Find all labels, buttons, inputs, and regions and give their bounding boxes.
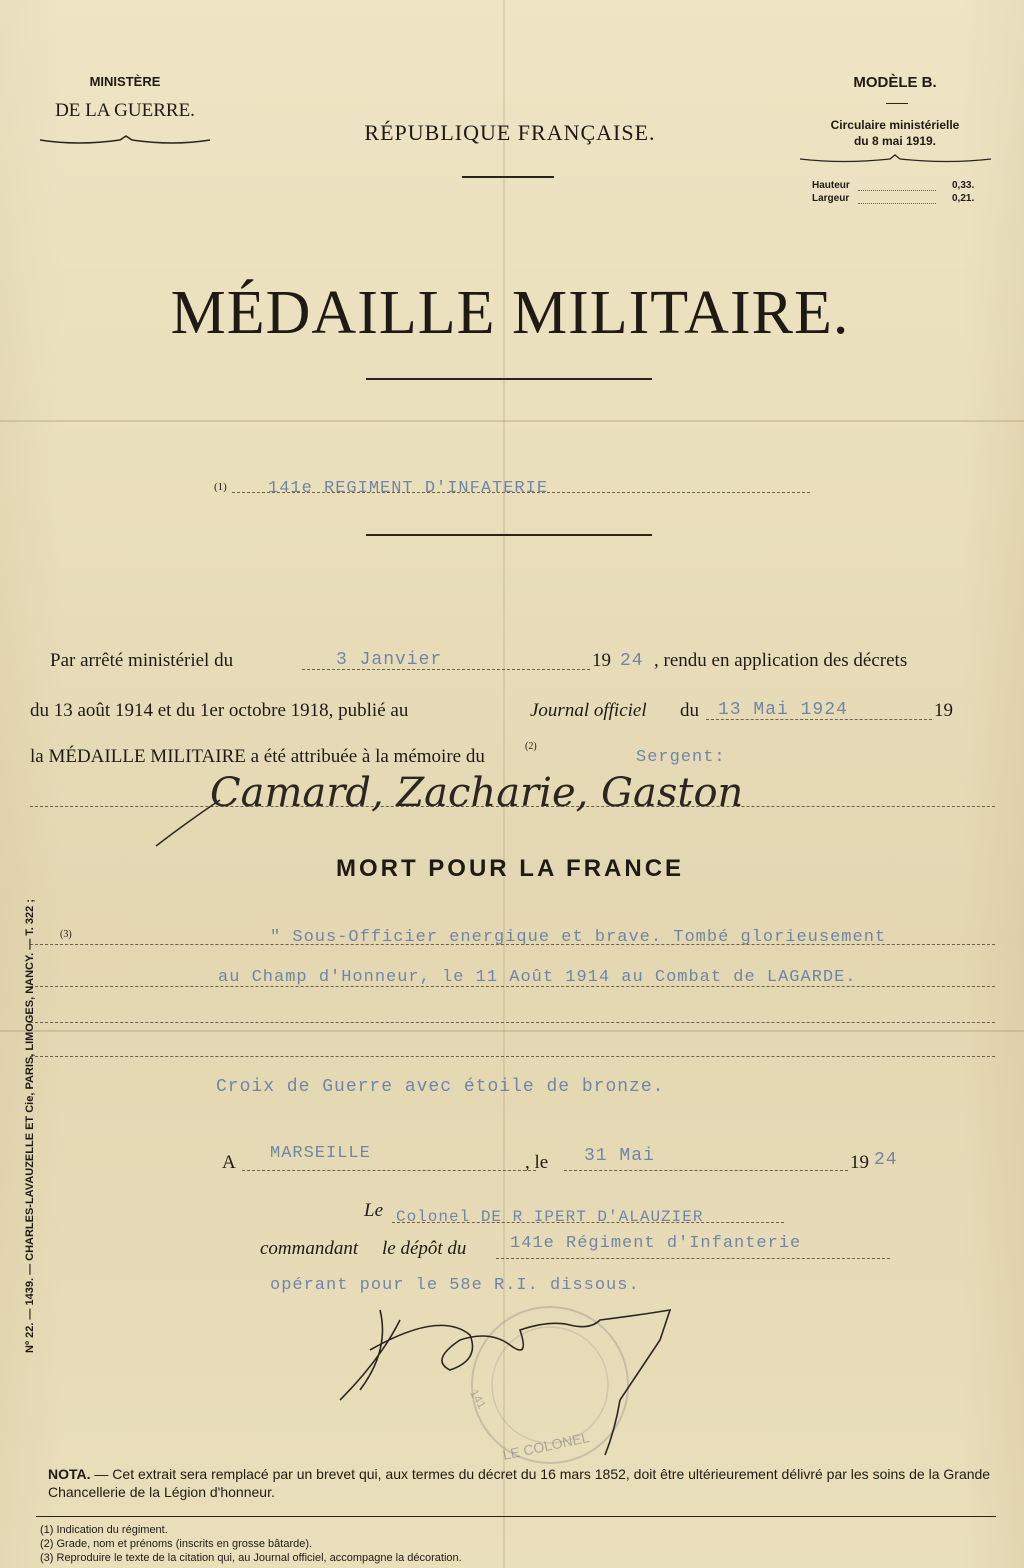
signatory-operant: opérant pour le 58e R.I. dissous. — [270, 1276, 640, 1295]
city-dots — [242, 1170, 536, 1171]
footnote-marker-1: (1) — [214, 481, 227, 493]
footnote-marker-2: (2) — [525, 741, 537, 752]
document-title: MÉDAILLE MILITAIRE. — [170, 279, 850, 347]
height-value: 0,33. — [952, 180, 975, 191]
fold-line — [0, 420, 1024, 422]
citation-line2: au Champ d'Honneur, le 11 Août 1914 au Combat de LAGARDE. — [218, 968, 857, 987]
line2-du: du — [680, 700, 699, 721]
signatory-rank: Colonel DE R IPERT D'ALAUZIER — [396, 1208, 704, 1226]
width-label: Largeur — [812, 193, 850, 204]
header-rule — [462, 176, 554, 178]
signatory-commandant: commandant — [260, 1238, 359, 1259]
ministry-line1: MINISTÈRE — [89, 74, 161, 89]
title-rule — [366, 378, 652, 380]
circular-line1: Circulaire ministérielle — [830, 118, 960, 132]
journal-date: 13 Mai 1924 — [718, 700, 848, 720]
ornament-divider-right — [798, 152, 993, 166]
nota-label: NOTA. — [48, 1466, 91, 1482]
city: MARSEILLE — [270, 1144, 371, 1163]
height-label: Hauteur — [812, 180, 850, 191]
model-label: MODÈLE B. — [853, 74, 937, 91]
signatory-le: Le — [364, 1200, 383, 1221]
republic-header: RÉPUBLIQUE FRANÇAISE. — [364, 120, 656, 145]
arrete-date: 3 Janvier — [336, 650, 443, 670]
year-prefix-3: 19 — [850, 1152, 869, 1173]
footnote-marker-3: (3) — [60, 929, 72, 940]
year-suffix-3: 24 — [874, 1150, 898, 1170]
regiment-rule — [366, 534, 652, 536]
citation-decoration: Croix de Guerre avec étoile de bronze. — [216, 1077, 665, 1097]
nota-paragraph — [48, 1465, 998, 1501]
citation-line1: " Sous-Officier energique et brave. Tombé glorieusement — [270, 928, 887, 947]
date-dots — [564, 1170, 848, 1171]
footnote-3: (3) Reproduire le texte de la citation qui, au Journal officiel, accompagne la décoration. — [40, 1552, 462, 1564]
stamp-text2: 141 — [466, 1386, 490, 1412]
regiment-value: 141e REGIMENT D'INFATERIE — [268, 479, 549, 498]
place-a: A — [222, 1152, 236, 1173]
year-suffix-1: 24 — [620, 651, 644, 671]
pen-stroke — [150, 790, 230, 850]
line1-suffix: , rendu en application des décrets — [654, 650, 908, 671]
ornament-divider — [38, 132, 213, 148]
signatory-unit: 141e Régiment d'Infanterie — [510, 1234, 802, 1253]
place-le: , le — [525, 1152, 549, 1173]
nota-text: — Cet extrait sera remplacé par un brevet qui, aux termes du décret du 16 mars 1852, doit être ultérieurement délivré par les soins de la Grande Chancellerie de la Légion d'honneur. — [48, 1466, 991, 1500]
fold-line — [0, 1030, 1024, 1032]
line1-prefix: Par arrêté ministériel du — [50, 650, 234, 671]
year-prefix-2: 19 — [934, 700, 953, 721]
handwritten-name: Camard, Zacharie, Gaston — [210, 770, 744, 816]
signatory-le-depot: le dépôt du — [382, 1238, 467, 1259]
model-rule — [886, 103, 908, 104]
footnote-1: (1) Indication du régiment. — [40, 1524, 168, 1536]
footnote-2: (2) Grade, nom et prénoms (inscrits en grosse bâtarde). — [40, 1538, 313, 1550]
printer-imprint: Nº 22. — 1439. — CHARLES-LAVAUZELLE ET Cie, PARIS, LIMOGES, NANCY. — T. 322 ; — [24, 899, 36, 1353]
width-value: 0,21. — [952, 193, 975, 204]
footnote-rule — [36, 1516, 996, 1517]
grade-value: Sergent: — [636, 748, 726, 767]
handwritten-signature — [320, 1290, 700, 1460]
circular-line2: du 8 mai 1919. — [853, 134, 937, 148]
ministry-line2: DE LA GUERRE. — [55, 100, 195, 121]
citation-dots-3 — [30, 1022, 995, 1023]
height-dots — [858, 190, 936, 191]
sign-date: 31 Mai — [584, 1146, 655, 1166]
line3-prefix: la MÉDAILLE MILITAIRE a été attribuée à la mémoire du — [30, 746, 485, 767]
mort-pour-la-france: MORT POUR LA FRANCE — [335, 855, 685, 882]
unit-dots — [496, 1258, 890, 1259]
citation-dots-4 — [30, 1056, 995, 1057]
line2-prefix: du 13 août 1914 et du 1er octobre 1918, publié au — [30, 700, 409, 721]
journal-officiel: Journal officiel — [530, 700, 647, 721]
stamp-text1: LE COLONEL — [501, 1429, 591, 1463]
width-dots — [858, 203, 936, 204]
year-prefix-1: 19 — [592, 650, 611, 671]
